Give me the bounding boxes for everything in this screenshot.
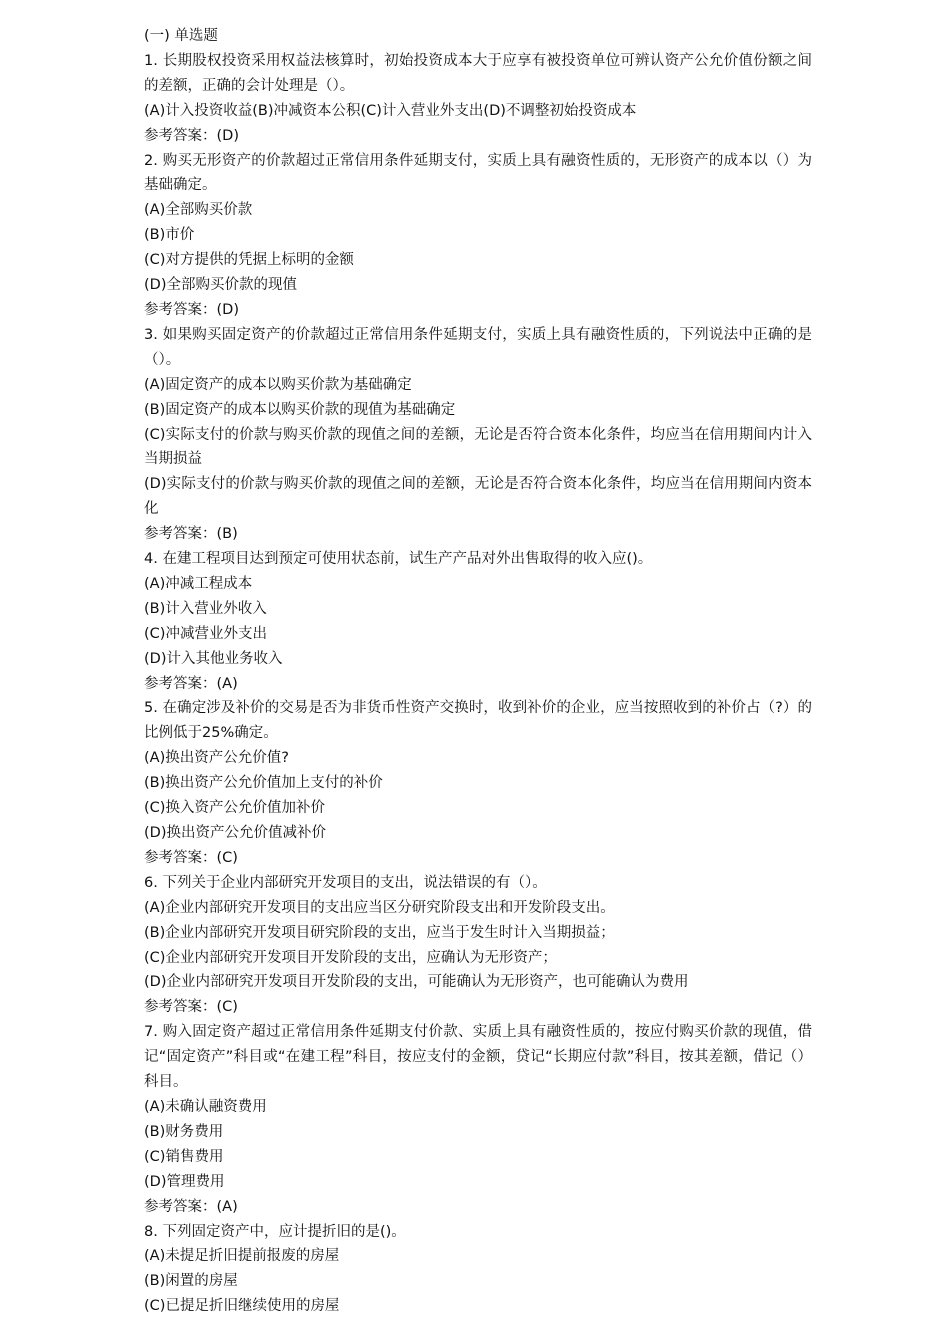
question-option: (A)计入投资收益(B)冲减资本公积(C)计入营业外支出(D)不调整初始投资成本 [144,102,637,119]
question-6 [144,871,812,1020]
reference-answer: 参考答案：(A) [144,1198,238,1215]
question-option: (C)销售费用 [144,1148,224,1165]
question-1 [144,49,812,149]
question-option: (C)对方提供的凭据上标明的金额 [144,252,354,269]
reference-answer: 参考答案：(D) [144,127,239,144]
question-option: (C)实际支付的价款与购买价款的现值之间的差额，无论是否符合资本化条件，均应当在信用期间内计入当期损益 [144,426,812,468]
section-heading: (一) 单选题 [144,28,218,44]
question-option: (A)企业内部研究开发项目的支出应当区分研究阶段支出和开发阶段支出。 [144,899,615,916]
question-stem: 2. 购买无形资产的价款超过正常信用条件延期支付，实质上具有融资性质的，无形资产的成本以（）为基础确定。 [144,152,812,194]
question-option: (C)换入资产公允价值加补价 [144,800,325,817]
question-2 [144,149,812,323]
question-option: (A)冲减工程成本 [144,575,253,592]
reference-answer: 参考答案：(D) [144,301,239,318]
document-page [144,24,812,1319]
question-stem: 3. 如果购买固定资产的价款超过正常信用条件延期支付，实质上具有融资性质的，下列说法中正确的是（）。 [144,326,812,368]
question-option: (D)实际支付的价款与购买价款的现值之间的差额，无论是否符合资本化条件，均应当在信用期间内资本化 [144,476,812,518]
question-option: (D)换出资产公允价值减补价 [144,825,326,841]
question-option: (B)企业内部研究开发项目研究阶段的支出，应当于发生时计入当期损益； [144,924,615,941]
question-option: (B)换出资产公允价值加上支付的补价 [144,775,383,792]
question-option: (B)财务费用 [144,1123,224,1140]
question-stem: 4. 在建工程项目达到预定可使用状态前，试生产产品对外出售取得的收入应()。 [144,551,653,568]
question-option: (A)未提足折旧提前报废的房屋 [144,1248,340,1265]
question-4 [144,547,812,696]
question-stem: 6. 下列关于企业内部研究开发项目的支出，说法错误的有（）。 [144,874,547,891]
question-8 [144,1220,812,1320]
question-5 [144,696,812,870]
question-stem: 7. 购入固定资产超过正常信用条件延期支付价款、实质上具有融资性质的，按应付购买价款的现值，借记“固定资产”科目或“在建工程”科目，按应支付的金额，贷记“长期应付款”科目，按其差额，借记（）科目。 [144,1024,812,1091]
question-3 [144,323,812,547]
question-option: (D)企业内部研究开发项目开发阶段的支出，可能确认为无形资产，也可能确认为费用 [144,974,689,991]
question-option: (C)企业内部研究开发项目开发阶段的支出，应确认为无形资产； [144,949,557,966]
question-option: (D)全部购买价款的现值 [144,277,297,294]
question-option: (C)已提足折旧继续使用的房屋 [144,1298,340,1315]
question-stem: 1. 长期股权投资采用权益法核算时，初始投资成本大于应享有被投资单位可辨认资产公允价值份额之间的差额，正确的会计处理是（）。 [144,52,812,94]
question-option: (A)换出资产公允价值? [144,750,289,767]
reference-answer: 参考答案：(C) [144,849,238,866]
reference-answer: 参考答案：(A) [144,675,238,692]
question-option: (C)冲减营业外支出 [144,625,267,642]
question-7 [144,1020,812,1219]
question-option: (B)固定资产的成本以购买价款的现值为基础确定 [144,401,456,418]
question-stem: 5. 在确定涉及补价的交易是否为非货币性资产交换时，收到补价的企业，应当按照收到的补价占（?）的比例低于25%确定。 [144,700,812,742]
question-stem: 8. 下列固定资产中，应计提折旧的是()。 [144,1223,406,1240]
reference-answer: 参考答案：(B) [144,526,238,543]
question-option: (B)计入营业外收入 [144,600,267,617]
reference-answer: 参考答案：(C) [144,999,238,1016]
question-option: (A)固定资产的成本以购买价款为基础确定 [144,376,412,393]
question-option: (A)全部购买价款 [144,202,253,219]
question-option: (A)未确认融资费用 [144,1098,267,1115]
question-option: (B)市价 [144,227,195,244]
question-option: (D)管理费用 [144,1173,225,1190]
question-option: (D)计入其他业务收入 [144,650,283,667]
question-option: (B)闲置的房屋 [144,1273,238,1290]
